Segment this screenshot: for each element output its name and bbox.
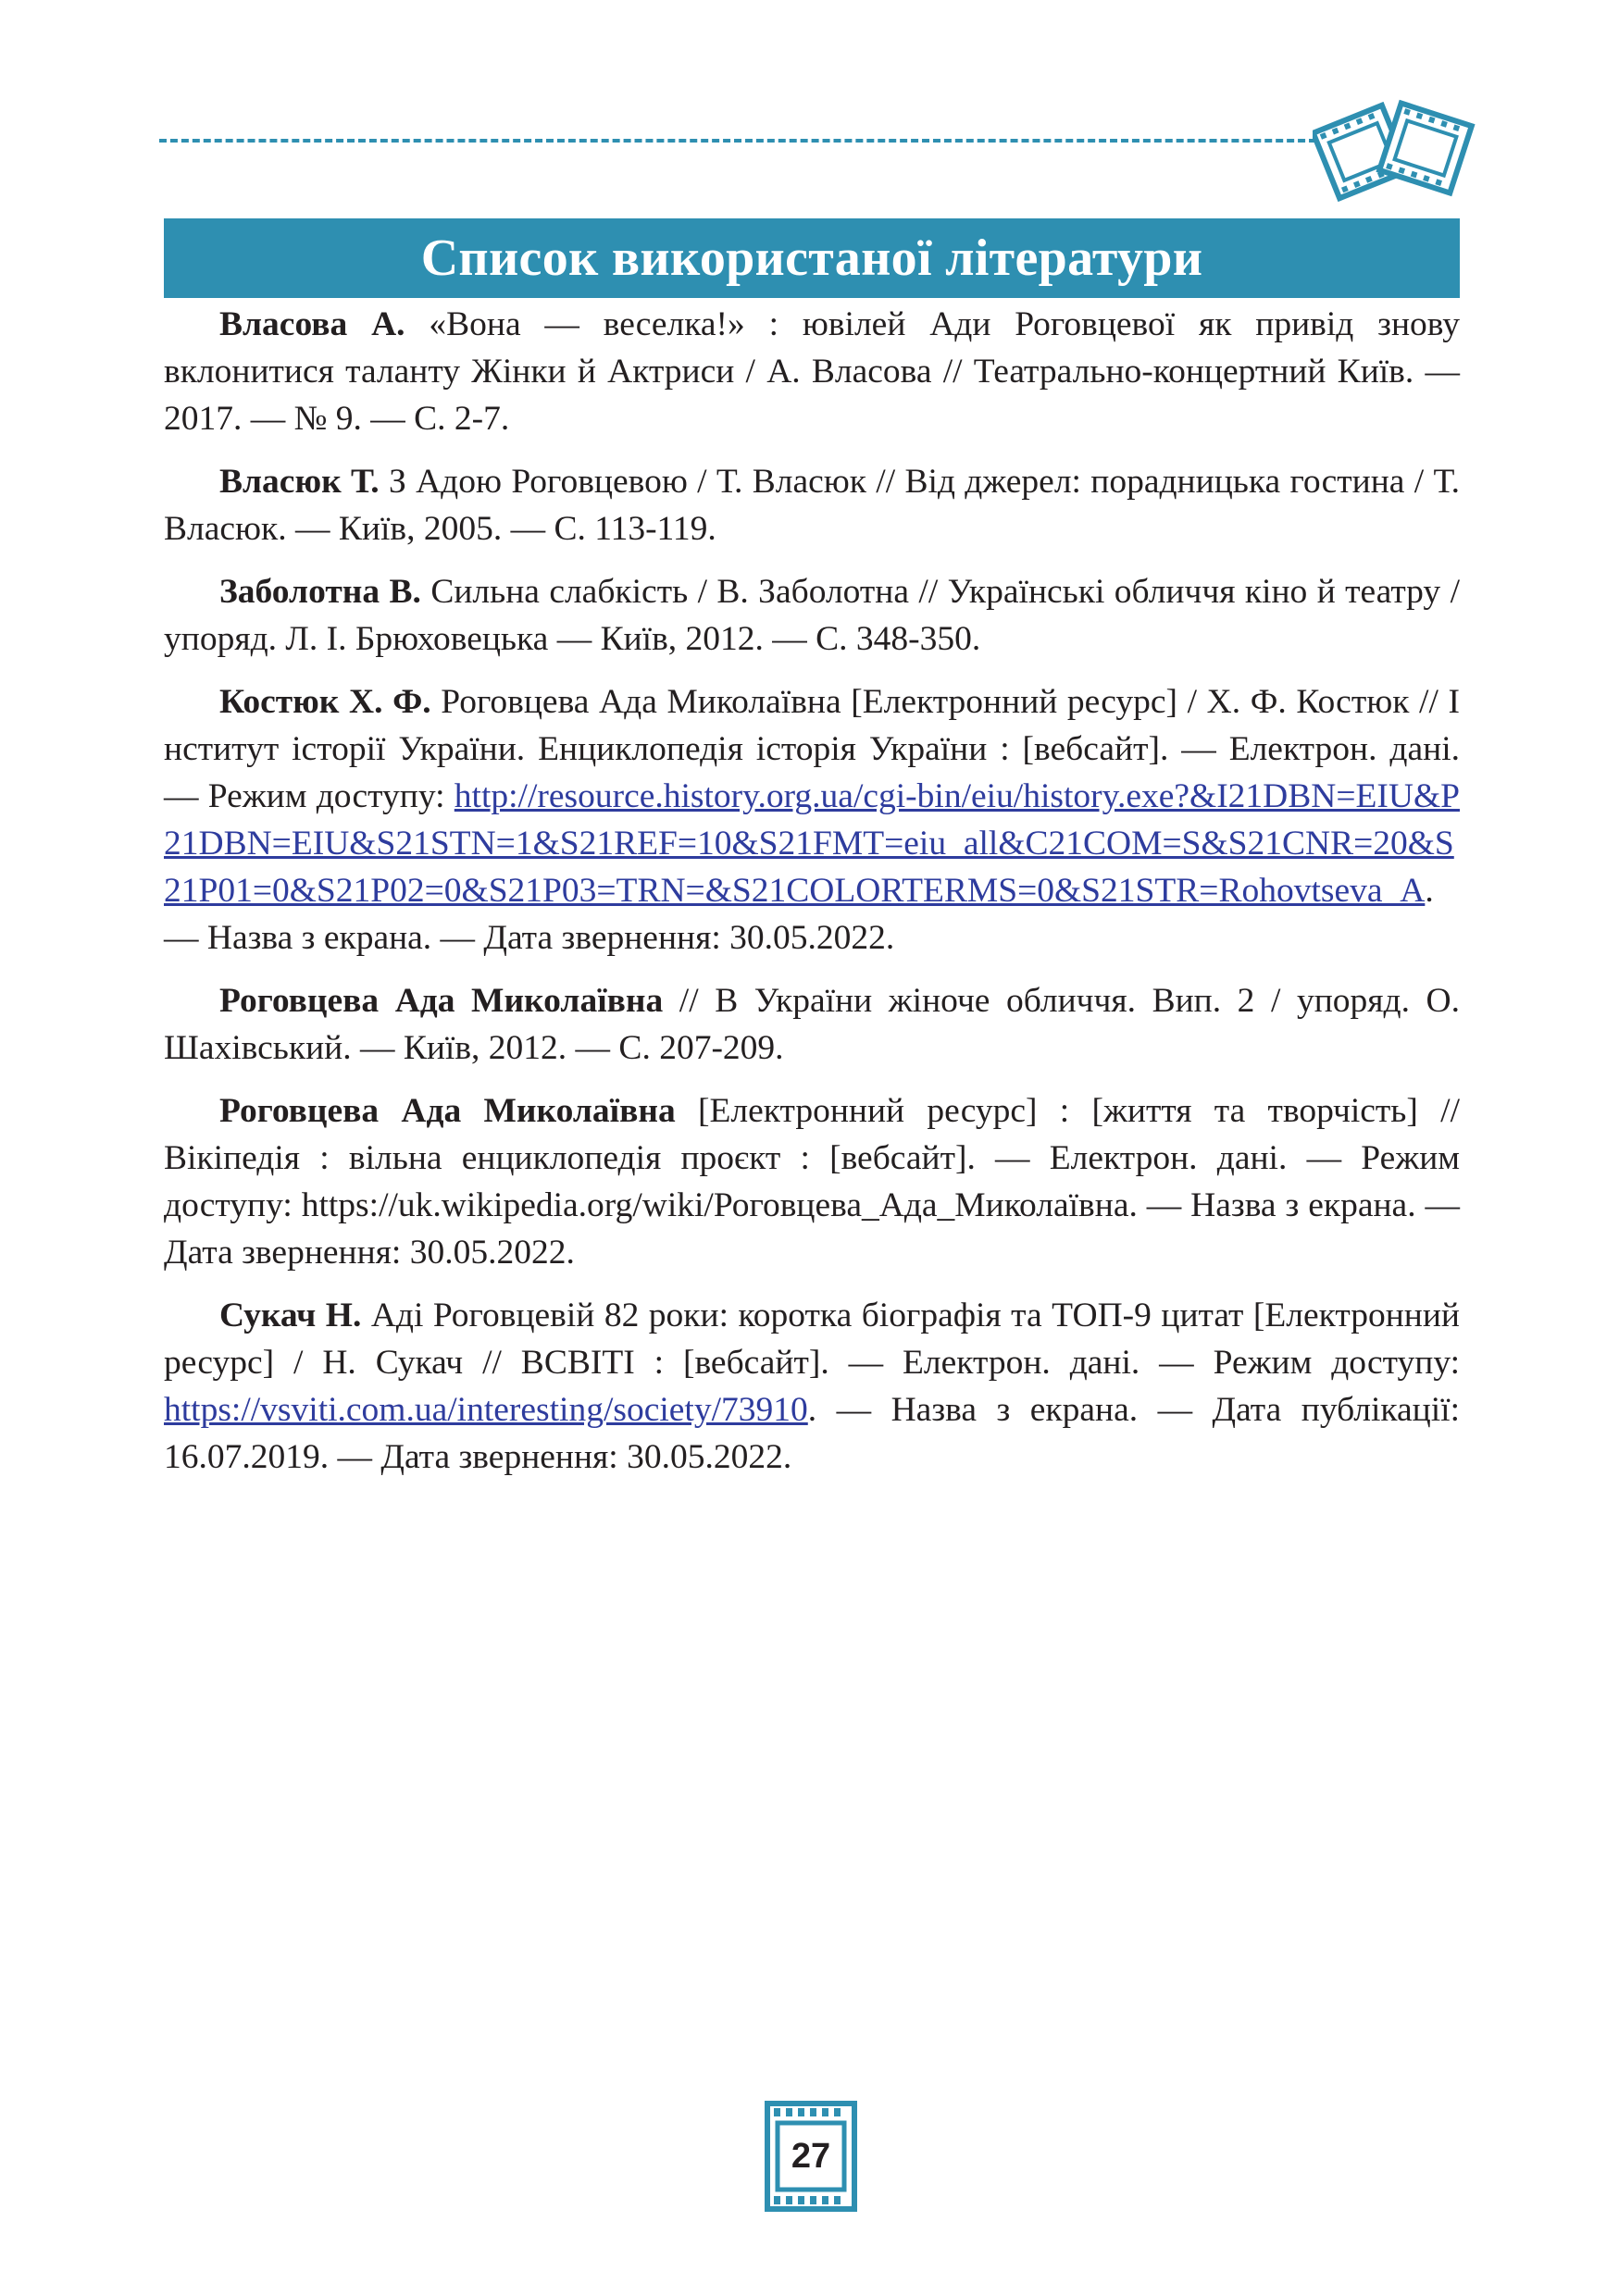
reference-item (164, 301, 1460, 442)
reference-author: Роговцева Ада Миколаївна (219, 1092, 676, 1130)
reference-item (164, 1087, 1460, 1276)
reference-item (164, 1292, 1460, 1481)
reference-text-after: . — Назва з екрана. — Дата звернення: 30.05.2022. (164, 872, 1434, 957)
reference-item (164, 568, 1460, 663)
reference-author: Заболотна В. (219, 573, 421, 611)
reference-author: Власова А. (219, 305, 405, 343)
page-title: Список використаної літератури (420, 230, 1203, 287)
reference-author: Сукач Н. (219, 1297, 362, 1334)
reference-item (164, 977, 1460, 1072)
reference-text: Сильна слабкість / В. Заболотна // Українські обличчя кіно й театру / упоряд. Л. І. Брюховецька — Київ, 2012. — С. 348-350. (164, 573, 1460, 658)
reference-author: Роговцева Ада Миколаївна (219, 982, 664, 1020)
page-number: 27 (791, 2136, 831, 2176)
reference-text: [Електронний ресурс] : [життя та творчість] // Вікіпедія : вільна енциклопедія проєкт : [вебсайт]. — Електрон. дані. — Режим доступу: https://uk.wikipedia.org/wiki/Роговцева_Ада_Миколаївна. — Назва з екрана. — Дата звернення: 30.05.2022. (164, 1092, 1460, 1272)
reference-item (164, 458, 1460, 552)
reference-link[interactable]: https://vsviti.com.ua/interesting/society/73910 (164, 1391, 808, 1429)
reference-author: Власюк Т. (219, 463, 380, 501)
reference-item (164, 678, 1460, 962)
reference-author: Костюк Х. Ф. (219, 683, 431, 721)
reference-list (164, 301, 1460, 1496)
reference-text: З Адою Роговцевою / Т. Власюк // Від джерел: порадницька гостина / Т. Власюк. — Київ, 2005. — С. 113-119. (164, 463, 1461, 548)
reference-text: «Вона — веселка!» : ювілей Ади Роговцевої як привід знову вклонитися таланту Жінки й Актриси / А. Власова // Театрально-концертний Київ. — 2017. — № 9. — С. 2-7. (164, 305, 1460, 438)
film-strip-icon (1313, 91, 1479, 211)
reference-text: Роговцева Ада Миколаївна [Електронний ресурс] / Х. Ф. Костюк // Інститут історії України. Енциклопедія історія України : [вебсайт]. — Електрон. дані. — Режим доступу: (164, 683, 1460, 815)
page-number-badge (765, 2101, 857, 2212)
reference-link[interactable]: http://resource.history.org.ua/cgi-bin/eiu/history.exe?&I21DBN=EIU&P21DBN=EIU&S21STN=1&S21REF=10&S21FMT=eiu_all&C21COM=S&S21CNR=20&S21P01=0&S21P02=0&S21P03=TRN=&S21COLORTERMS=0&S21STR=Rohovtseva_A (164, 777, 1460, 910)
reference-text: // В України жіноче обличчя. Вип. 2 / упоряд. О. Шахівський. — Київ, 2012. — С. 207-209. (164, 982, 1460, 1067)
header-dashed-rule (159, 139, 1316, 143)
reference-text: Аді Роговцевій 82 роки: коротка біографія та ТОП-9 цитат [Електронний ресурс] / Н. Сукач // ВСВІТІ : [вебсайт]. — Електрон. дані. — Режим доступу: (164, 1297, 1460, 1382)
title-bar (164, 218, 1460, 298)
reference-text-after: . — Назва з екрана. — Дата публікації: 16.07.2019. — Дата звернення: 30.05.2022. (164, 1391, 1460, 1476)
